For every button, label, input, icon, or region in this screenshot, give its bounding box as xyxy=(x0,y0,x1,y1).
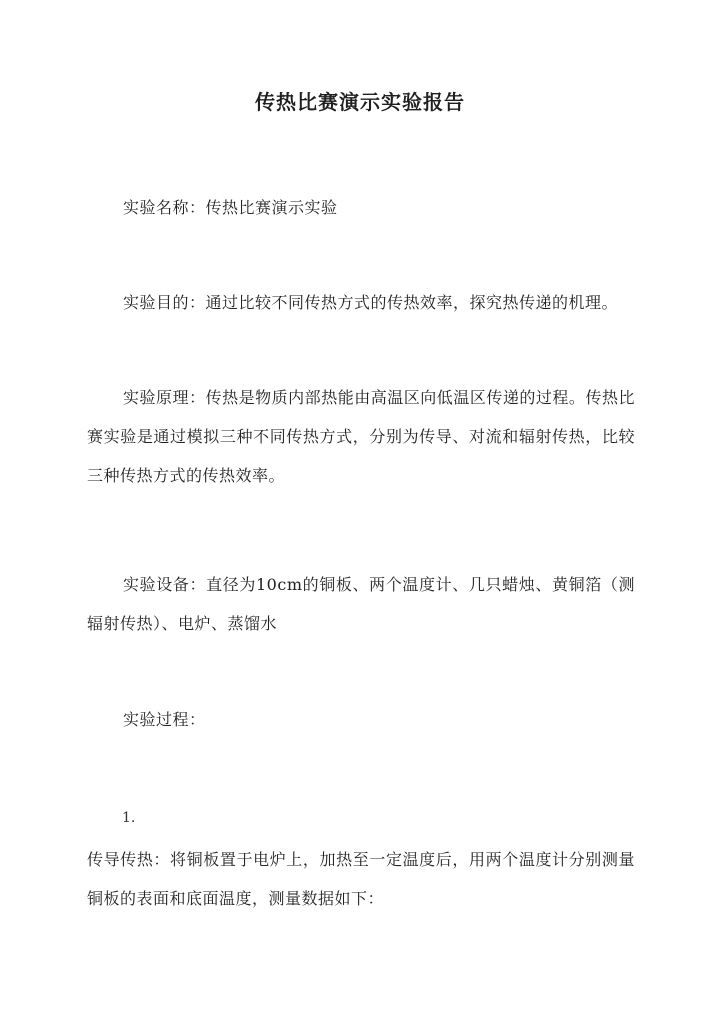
step-number: 1. xyxy=(122,810,136,826)
paragraph-experiment-equipment: 实验设备：直径为10cm的铜板、两个温度计、几只蜡烛、黄铜箔（测辐射传热）、电炉、蒸馏水 xyxy=(87,575,635,633)
paragraph-step1-conduction: 传导传热：将铜板置于电炉上，加热至一定温度后，用两个温度计分别测量铜板的表面和底面温度，测量数据如下： xyxy=(87,850,635,908)
paragraph-experiment-principle: 实验原理：传热是物质内部热能由高温区向低温区传递的过程。传热比赛实验是通过模拟三种不同传热方式，分别为传导、对流和辐射传热，比较三种传热方式的传热效率。 xyxy=(87,388,635,485)
paragraph-experiment-purpose: 实验目的：通过比较不同传热方式的传热效率，探究热传递的机理。 xyxy=(123,293,619,312)
paragraph-experiment-name: 实验名称：传热比赛演示实验 xyxy=(123,198,338,217)
paragraph-process-heading: 实验过程： xyxy=(123,710,206,729)
document-title: 传热比赛演示实验报告 xyxy=(255,90,465,114)
